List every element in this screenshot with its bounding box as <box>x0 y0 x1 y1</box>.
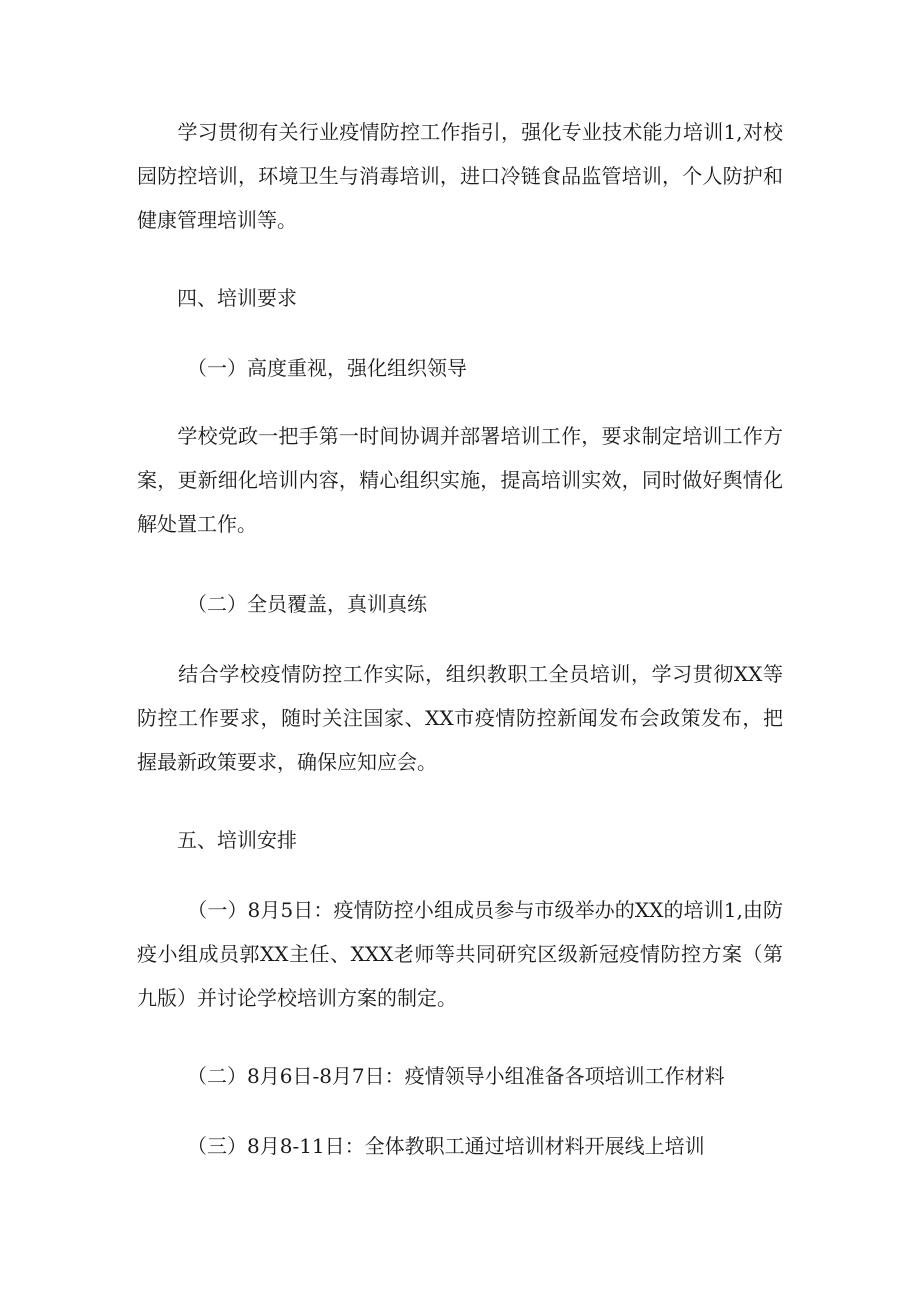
section-heading-training-requirements: 四、培训要求 <box>137 286 297 310</box>
paragraph-staff-training: 结合学校疫情防控工作实际，组织教职工全员培训，学习贯彻XX等防控工作要求，随时关注国家、XX市疫情防控新闻发布会政策发布，把握最新政策要求，确保应知应会。 <box>137 662 783 774</box>
subheading-high-attention: （一）高度重视，强化组织领导 <box>137 356 467 380</box>
paragraph-training-content: 学习贯彻有关行业疫情防控工作指引，强化专业技术能力培训1,对校园防控培训，环境卫生与消毒培训，进口冷链食品监管培训，个人防护和健康管理培训等。 <box>137 120 783 232</box>
section-heading-training-schedule: 五、培训安排 <box>137 828 297 852</box>
schedule-item-aug-8-11: （三）8月8-11日：全体教职工通过培训材料开展线上培训 <box>137 1134 705 1158</box>
subheading-full-coverage: （二）全员覆盖，真训真练 <box>137 592 427 616</box>
paragraph-leadership-coordination: 学校党政一把手第一时间协调并部署培训工作，要求制定培训工作方案，更新细化培训内容，精心组织实施，提高培训实效，同时做好舆情化解处置工作。 <box>137 424 783 536</box>
schedule-item-aug-5: （一）8月5日：疫情防控小组成员参与市级举办的XX的培训1,由防疫小组成员郭XX主任、XXX老师等共同研究区级新冠疫情防控方案（第九版）并讨论学校培训方案的制定。 <box>137 898 783 1010</box>
schedule-item-aug-6-7: （二）8月6日-8月7日：疫情领导小组准备各项培训工作材料 <box>137 1064 725 1088</box>
